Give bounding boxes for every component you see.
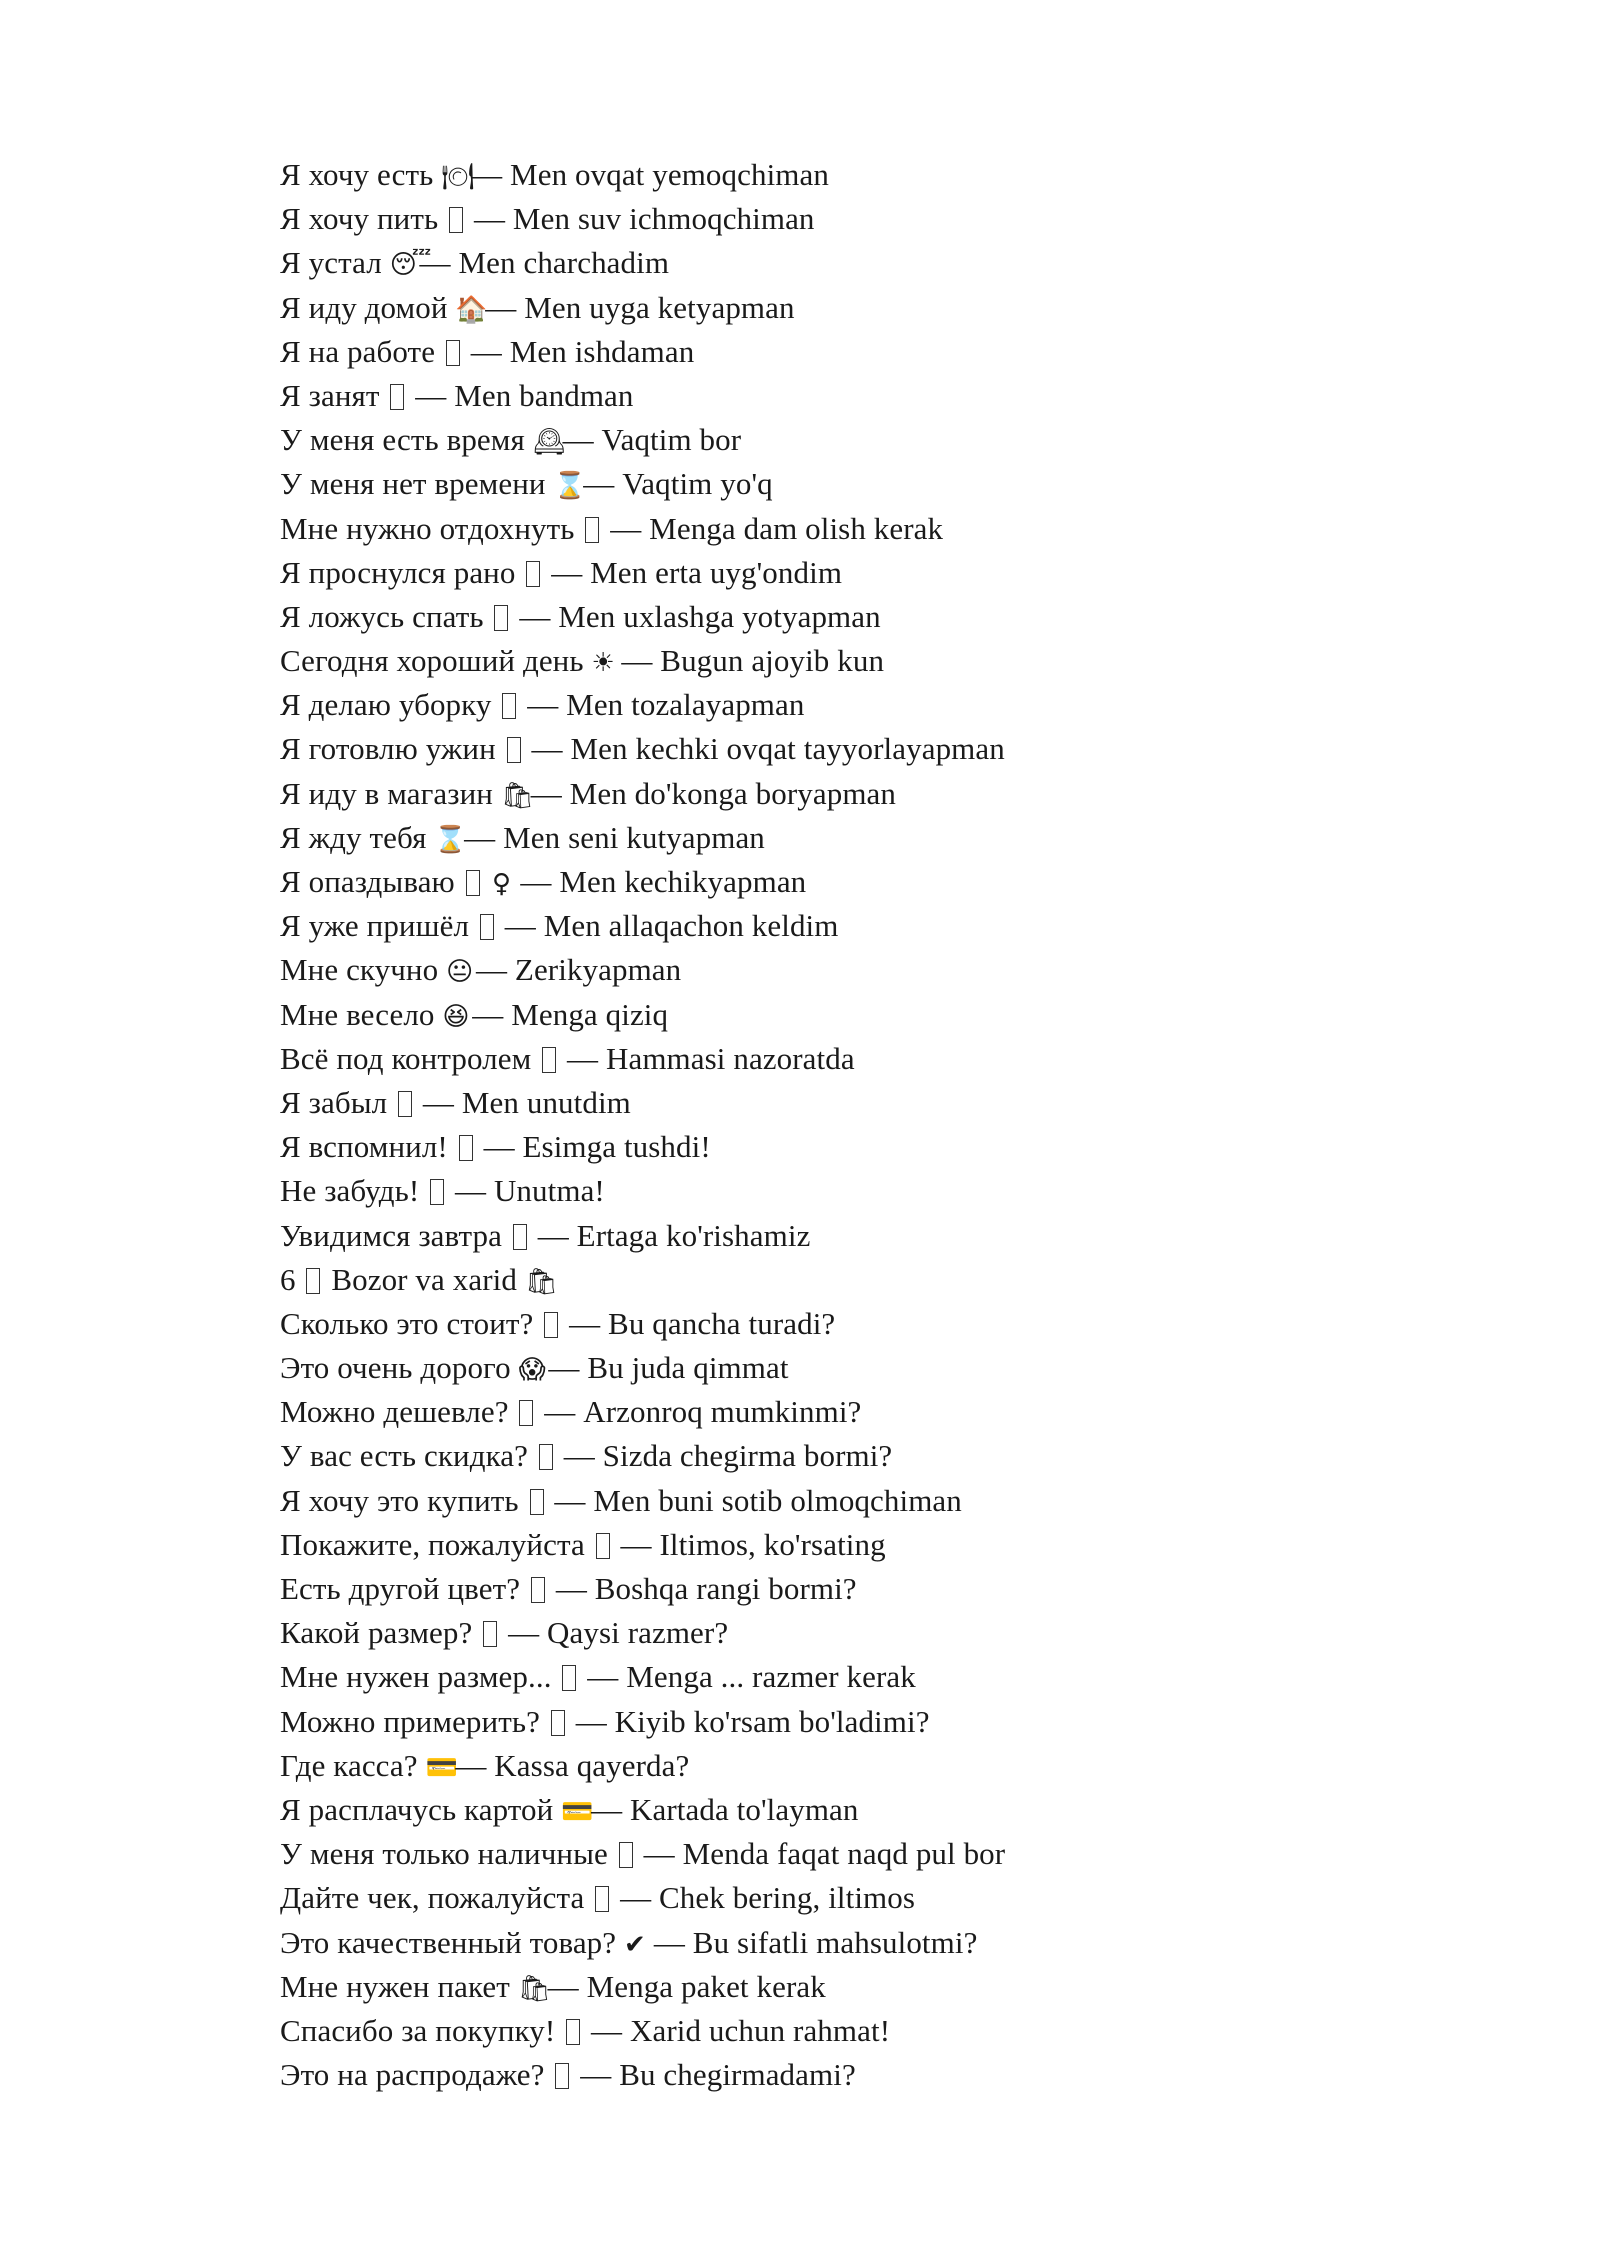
russian-phrase: Я хочу пить	[280, 201, 439, 237]
emoji-icon: 🍽	[441, 162, 475, 192]
russian-phrase: Покажите, пожалуйста	[280, 1526, 585, 1562]
emoji-icon: 💳	[425, 1752, 458, 1783]
phrase-line	[280, 1169, 1480, 1213]
phrase-line	[280, 1744, 1480, 1788]
uzbek-translation: — Menga paket kerak	[547, 1968, 826, 2004]
uzbek-translation: — Menga qiziq	[472, 996, 669, 1032]
russian-phrase: Я опаздываю	[280, 864, 455, 899]
phrase-line	[280, 1700, 1480, 1744]
missing-glyph-icon	[539, 1444, 553, 1470]
phrase-line	[280, 551, 1480, 595]
phrase-line	[280, 727, 1480, 771]
russian-phrase: Я устал	[280, 245, 382, 281]
phrase-line	[280, 1390, 1480, 1434]
phrase-line	[280, 286, 1480, 330]
phrase-line	[280, 1832, 1480, 1876]
phrase-line	[280, 683, 1480, 727]
uzbek-translation: — Zerikyapman	[475, 952, 682, 988]
missing-glyph-icon	[562, 1665, 576, 1691]
russian-phrase: У меня нет времени	[280, 466, 546, 502]
uzbek-translation: — Esimga tushdi!	[483, 1129, 711, 1165]
uzbek-translation: — Men uxlashga yotyapman	[519, 598, 881, 634]
russian-phrase: Можно дешевле?	[280, 1394, 509, 1430]
uzbek-translation: — Men allaqachon keldim	[504, 908, 839, 944]
female-sign-icon: ♀	[491, 869, 512, 899]
missing-glyph-icon	[526, 561, 540, 587]
emoji-icon: 🕰	[532, 427, 566, 458]
phrase-line	[280, 1037, 1480, 1081]
russian-phrase: Есть другой цвет?	[280, 1571, 521, 1606]
uzbek-translation: — Hammasi nazoratda	[567, 1040, 855, 1076]
uzbek-translation: — Men seni kutyapman	[464, 819, 765, 855]
uzbek-translation: — Sizda chegirma bormi?	[563, 1438, 893, 1474]
russian-phrase: Я вспомнил!	[280, 1129, 448, 1165]
russian-phrase: Это на распродаже?	[280, 2057, 545, 2093]
missing-glyph-icon	[398, 1091, 412, 1117]
uzbek-translation: — Menga dam olish kerak	[610, 510, 944, 546]
emoji-icon: 🛍	[517, 1973, 551, 2004]
russian-phrase: У меня только наличные	[280, 1836, 608, 1872]
phrase-line	[280, 948, 1480, 992]
shopping-bags-icon: 🛍	[524, 1266, 558, 1297]
russian-phrase: Я делаю уборку	[280, 687, 492, 723]
phrase-line	[280, 1434, 1480, 1478]
phrase-line	[280, 418, 1480, 462]
missing-glyph-icon	[480, 914, 494, 940]
uzbek-translation: — Vaqtim bor	[562, 422, 742, 458]
uzbek-translation: — Bugun ajoyib kun	[621, 643, 885, 679]
missing-glyph-icon	[466, 870, 480, 896]
phrase-line	[280, 1788, 1480, 1832]
phrase-line	[280, 1655, 1480, 1699]
missing-glyph-icon	[430, 1179, 444, 1205]
phrase-line	[280, 639, 1480, 683]
emoji-icon: 😆	[442, 1001, 470, 1032]
russian-phrase: Можно примерить?	[280, 1703, 540, 1739]
russian-phrase: Мне нужен размер...	[280, 1659, 552, 1695]
uzbek-translation: — Kassa qayerda?	[455, 1747, 690, 1783]
phrase-line	[280, 904, 1480, 948]
phrase-line	[280, 860, 1480, 904]
uzbek-translation: — Vaqtim yo'q	[583, 466, 773, 502]
uzbek-translation: — Men bandman	[415, 377, 634, 413]
phrase-line	[280, 993, 1480, 1037]
uzbek-translation: — Menga ... razmer kerak	[587, 1659, 916, 1695]
phrase-line	[280, 1876, 1480, 1920]
russian-phrase: Я занят	[280, 377, 380, 413]
emoji-icon: 🏠	[455, 294, 488, 325]
phrase-line	[280, 330, 1480, 374]
russian-phrase: Мне скучно	[280, 952, 439, 988]
missing-glyph-icon	[483, 1621, 497, 1647]
uzbek-translation: — Men buni sotib olmoqchiman	[554, 1482, 962, 1518]
russian-phrase: Я проснулся рано	[280, 554, 516, 590]
phrase-line	[280, 1302, 1480, 1346]
russian-phrase: Я на работе	[280, 333, 436, 369]
missing-glyph-icon	[542, 1047, 556, 1073]
russian-phrase: Я хочу есть	[280, 157, 434, 192]
missing-glyph-icon	[306, 1268, 320, 1294]
uzbek-translation: — Men ovqat yemoqchiman	[471, 157, 829, 192]
russian-phrase: Сегодня хороший день	[280, 643, 584, 679]
missing-glyph-icon	[494, 605, 508, 631]
missing-glyph-icon	[596, 1533, 610, 1559]
uzbek-translation: — Men ishdaman	[470, 333, 695, 369]
emoji-icon: 😱	[518, 1355, 546, 1386]
russian-phrase: Спасибо за покупку!	[280, 2012, 556, 2048]
phrase-line	[280, 1611, 1480, 1655]
uzbek-translation: — Xarid uchun rahmat!	[591, 2012, 891, 2048]
russian-phrase: Это качественный товар?	[280, 1924, 617, 1960]
phrase-line	[280, 1567, 1480, 1611]
russian-phrase: Мне нужен пакет	[280, 1968, 510, 2004]
phrase-line	[280, 1125, 1480, 1169]
russian-phrase: У вас есть скидка?	[280, 1438, 529, 1474]
russian-phrase: Я жду тебя	[280, 819, 427, 855]
missing-glyph-icon	[619, 1842, 633, 1868]
phrase-line	[280, 2053, 1480, 2097]
emoji-icon: 💳	[561, 1796, 594, 1827]
phrase-line	[280, 1346, 1480, 1390]
phrase-line	[280, 1214, 1480, 1258]
phrase-line	[280, 2009, 1480, 2053]
uzbek-translation: — Unutma!	[455, 1173, 605, 1209]
phrase-line	[280, 1081, 1480, 1125]
missing-glyph-icon	[507, 737, 521, 763]
missing-glyph-icon	[544, 1312, 558, 1338]
uzbek-translation: — Ertaga ko'rishamiz	[537, 1217, 811, 1253]
russian-phrase: Не забудь!	[280, 1173, 420, 1209]
missing-glyph-icon	[566, 2019, 580, 2045]
emoji-icon: 😴	[389, 250, 432, 281]
russian-phrase: Где касса?	[280, 1747, 418, 1783]
phrase-line	[280, 816, 1480, 860]
phrase-line	[280, 1965, 1480, 2009]
phrase-line	[280, 153, 1480, 197]
uzbek-translation: — Men do'konga boryapman	[530, 775, 896, 811]
uzbek-translation: — Men kechikyapman	[520, 864, 807, 899]
missing-glyph-icon	[513, 1224, 527, 1250]
missing-glyph-icon	[502, 693, 516, 719]
uzbek-translation: — Men kechki ovqat tayyorlayapman	[531, 731, 1005, 767]
missing-glyph-icon	[446, 340, 460, 366]
phrase-line	[280, 197, 1480, 241]
russian-phrase: Всё под контролем	[280, 1040, 532, 1076]
emoji-icon: ✔	[624, 1929, 646, 1960]
emoji-icon: ⌛	[553, 471, 586, 502]
missing-glyph-icon	[551, 1710, 565, 1736]
section-title: Bozor va xarid	[331, 1261, 517, 1297]
emoji-icon: 🛍	[500, 780, 534, 811]
emoji-icon: ☀	[591, 648, 615, 679]
russian-phrase: Дайте чек, пожалуйста	[280, 1880, 585, 1916]
russian-phrase: Я иду домой	[280, 289, 448, 325]
phrase-line	[280, 462, 1480, 506]
phrase-line	[280, 241, 1480, 285]
missing-glyph-icon	[519, 1400, 533, 1426]
russian-phrase: Это очень дорого	[280, 1350, 511, 1386]
uzbek-translation: — Boshqa rangi bormi?	[555, 1571, 857, 1606]
missing-glyph-icon	[585, 517, 599, 543]
emoji-icon: ⌛	[434, 824, 467, 855]
uzbek-translation: — Kiyib ko'rsam bo'ladimi?	[575, 1703, 930, 1739]
russian-phrase: Сколько это стоит?	[280, 1305, 534, 1341]
uzbek-translation: — Men suv ichmoqchiman	[473, 201, 815, 237]
uzbek-translation: — Iltimos, ko'rsating	[620, 1526, 886, 1562]
uzbek-translation: — Chek bering, iltimos	[620, 1880, 916, 1916]
russian-phrase: Мне весело	[280, 996, 435, 1032]
uzbek-translation: — Bu qancha turadi?	[569, 1305, 836, 1341]
uzbek-translation: — Men erta uyg'ondim	[551, 554, 843, 590]
uzbek-translation: — Bu sifatli mahsulotmi?	[653, 1924, 978, 1960]
uzbek-translation: — Arzonroq mumkinmi?	[544, 1394, 862, 1430]
russian-phrase: Я расплачусь картой	[280, 1791, 554, 1827]
phrase-line	[280, 595, 1480, 639]
russian-phrase: Мне нужно отдохнуть	[280, 510, 575, 546]
russian-phrase: Я ложусь спать	[280, 598, 484, 634]
missing-glyph-icon	[555, 2063, 569, 2089]
uzbek-translation: — Qaysi razmer?	[508, 1615, 729, 1651]
russian-phrase: Какой размер?	[280, 1615, 473, 1651]
uzbek-translation: — Kartada to'layman	[591, 1791, 859, 1827]
uzbek-translation: — Men uyga ketyapman	[485, 289, 795, 325]
phrase-list	[280, 153, 1480, 2097]
missing-glyph-icon	[459, 1135, 473, 1161]
missing-glyph-icon	[531, 1577, 545, 1603]
missing-glyph-icon	[595, 1886, 609, 1912]
uzbek-translation: — Menda faqat naqd pul bor	[643, 1836, 1006, 1872]
phrase-line	[280, 1523, 1480, 1567]
missing-glyph-icon	[390, 384, 404, 410]
missing-glyph-icon	[530, 1489, 544, 1515]
russian-phrase: Я хочу это купить	[280, 1482, 519, 1518]
phrase-line	[280, 772, 1480, 816]
phrase-line	[280, 1921, 1480, 1965]
russian-phrase: У меня есть время	[280, 422, 525, 458]
section-heading	[280, 1258, 1480, 1302]
russian-phrase: Я уже пришёл	[280, 908, 470, 944]
uzbek-translation: — Bu chegirmadami?	[580, 2057, 856, 2093]
russian-phrase: Я готовлю ужин	[280, 731, 496, 767]
uzbek-translation: — Bu juda qimmat	[548, 1350, 789, 1386]
russian-phrase: Увидимся завтра	[280, 1217, 502, 1253]
section-number: 6	[280, 1261, 296, 1297]
uzbek-translation: — Men tozalayapman	[527, 687, 805, 723]
phrase-line	[280, 374, 1480, 418]
russian-phrase: Я забыл	[280, 1084, 388, 1120]
uzbek-translation: — Men charchadim	[419, 245, 670, 281]
uzbek-translation: — Men unutdim	[422, 1084, 631, 1120]
phrase-line	[280, 507, 1480, 551]
missing-glyph-icon	[449, 207, 463, 233]
phrase-line	[280, 1479, 1480, 1523]
russian-phrase: Я иду в магазин	[280, 775, 493, 811]
emoji-icon: 😐	[446, 957, 474, 988]
